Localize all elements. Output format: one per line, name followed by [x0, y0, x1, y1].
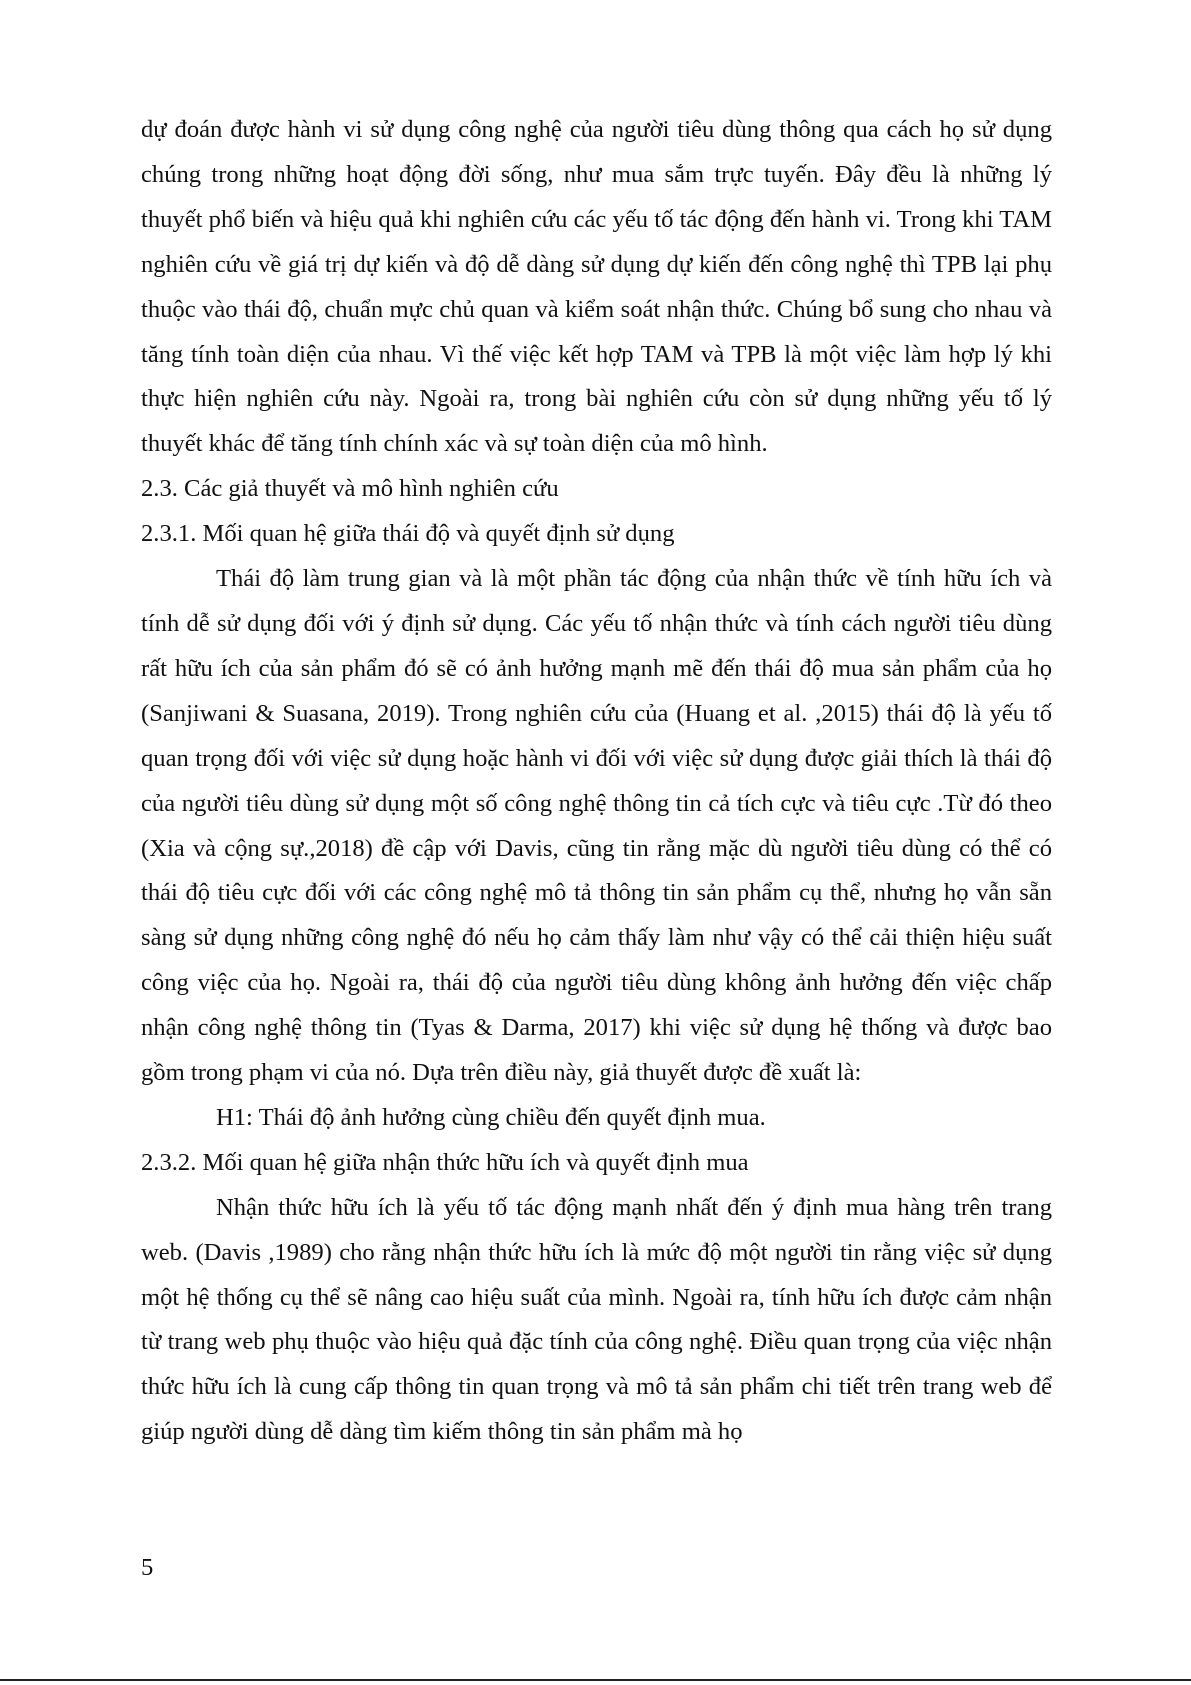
paragraph-perceived-usefulness: Nhận thức hữu ích là yếu tố tác động mạnh nhất đến ý định mua hàng trên trang web. (Davis ,1989) cho rằng nhận thức hữu ích là mức độ một người tin rằng việc sử dụng một hệ thống cụ thể sẽ nâng cao hiệu suất của mình. Ngoài ra, tính hữu ích được cảm nhận từ trang web phụ thuộc vào hiệu quả đặc tính của công nghệ. Điều quan trọng của việc nhận thức hữu ích là cung cấp thông tin quan trọng và mô tả sản phẩm chi tiết trên trang web để giúp người dùng dễ dàng tìm kiếm thông tin sản phẩm mà họ [141, 1193, 1052, 1446]
body-text [141, 108, 1052, 1455]
page-number: 5 [141, 1554, 154, 1581]
hypothesis-h1: H1: Thái độ ảnh hưởng cùng chiều đến quyết định mua. [216, 1103, 766, 1131]
paragraph-attitude: Thái độ làm trung gian và là một phần tác động của nhận thức về tính hữu ích và tính dễ sử dụng đối với ý định sử dụng. Các yếu tố nhận thức và tính cách người tiêu dùng rất hữu ích của sản phẩm đó sẽ có ảnh hưởng mạnh mẽ đến thái độ mua sản phẩm của họ (Sanjiwani & Suasana, 2019). Trong nghiên cứu của (Huang et al. ,2015) thái độ là yếu tố quan trọng đối với việc sử dụng hoặc hành vi đối với việc sử dụng được giải thích là thái độ của người tiêu dùng sử dụng một số công nghệ thông tin cả tích cực và tiêu cực .Từ đó theo (Xia và cộng sự.,2018) đề cập với Davis, cũng tin rằng mặc dù người tiêu dùng có thể có thái độ tiêu cực đối với các công nghệ mô tả thông tin sản phẩm cụ thể, nhưng họ vẫn sẵn sàng sử dụng những công nghệ đó nếu họ cảm thấy làm như vậy có thể cải thiện hiệu suất công việc của họ. Ngoài ra, thái độ của người tiêu dùng không ảnh hưởng đến việc chấp nhận công nghệ thông tin (Tyas & Darma, 2017) khi việc sử dụng hệ thống và được bao gồm trong phạm vi của nó. Dựa trên điều này, giả thuyết được đề xuất là: [141, 565, 1052, 1087]
bottom-divider [0, 1679, 1191, 1681]
subsection-heading-2-3-2: 2.3.2. Mối quan hệ giữa nhận thức hữu ích và quyết định mua [141, 1148, 749, 1176]
section-heading-2-3: 2.3. Các giả thuyết và mô hình nghiên cứu [141, 475, 559, 503]
paragraph-intro-continued: dự đoán được hành vi sử dụng công nghệ của người tiêu dùng thông qua cách họ sử dụng chúng trong những hoạt động đời sống, như mua sắm trực tuyến. Đây đều là những lý thuyết phổ biến và hiệu quả khi nghiên cứu các yếu tố tác động đến hành vi. Trong khi TAM nghiên cứu về giá trị dự kiến và độ dễ dàng sử dụng dự kiến đến công nghệ thì TPB lại phụ thuộc vào thái độ, chuẩn mực chủ quan và kiểm soát nhận thức. Chúng bổ sung cho nhau và tăng tính toàn diện của nhau. Vì thế việc kết hợp TAM và TPB là một việc làm hợp lý khi thực hiện nghiên cứu này. Ngoài ra, trong bài nghiên cứu còn sử dụng những yếu tố lý thuyết khác để tăng tính chính xác và sự toàn diện của mô hình. [141, 116, 1052, 458]
subsection-heading-2-3-1: 2.3.1. Mối quan hệ giữa thái độ và quyết định sử dụng [141, 520, 675, 548]
